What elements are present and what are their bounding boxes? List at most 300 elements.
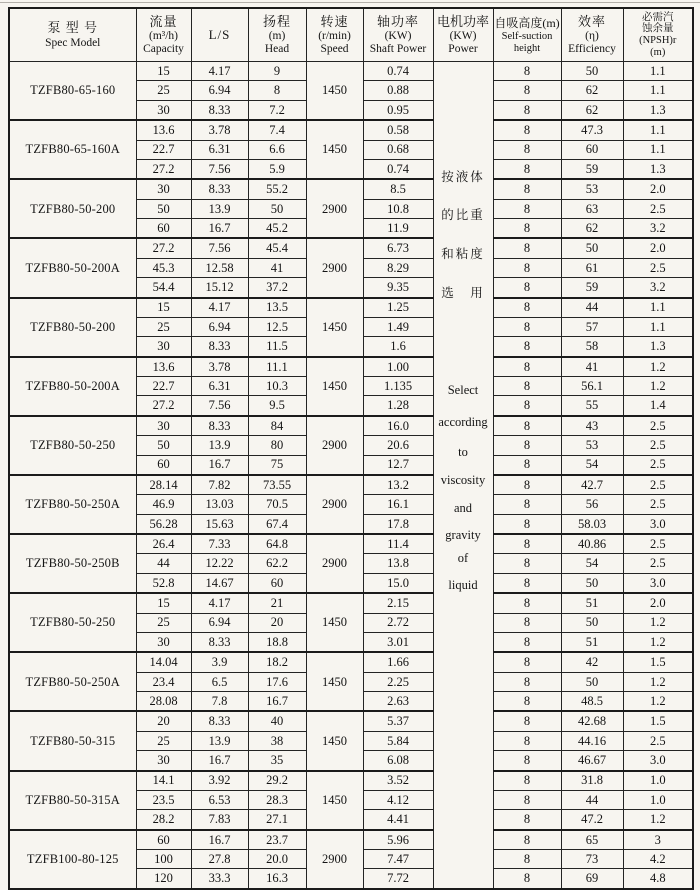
cell-head: 80 (248, 436, 306, 455)
cell-head: 7.2 (248, 100, 306, 120)
cell-head: 64.8 (248, 534, 306, 554)
cell-speed: 1450 (306, 298, 363, 357)
cell-npsh: 1.5 (623, 652, 693, 672)
power-selection-note-line: gravity (445, 528, 481, 542)
cell-efficiency: 61 (561, 258, 623, 277)
cell-ls: 13.03 (191, 495, 248, 514)
cell-ls: 6.94 (191, 317, 248, 336)
cell-shaft-power: 5.96 (363, 830, 433, 850)
cell-ls: 12.58 (191, 258, 248, 277)
cell-head: 37.2 (248, 278, 306, 298)
cell-ls: 13.9 (191, 436, 248, 455)
cell-shaft-power: 4.12 (363, 790, 433, 809)
cell-speed: 2900 (306, 238, 363, 297)
cell-head: 40 (248, 711, 306, 731)
header-suction-en1: Self-suction (501, 30, 553, 42)
cell-speed: 1450 (306, 771, 363, 830)
cell-shaft-power: 1.66 (363, 652, 433, 672)
cell-efficiency: 54 (561, 455, 623, 475)
cell-npsh: 2.0 (623, 593, 693, 613)
cell-efficiency: 69 (561, 869, 623, 889)
cell-ls: 7.56 (191, 238, 248, 258)
cell-efficiency: 56 (561, 495, 623, 514)
cell-shaft-power: 0.95 (363, 100, 433, 120)
cell-suction-height: 8 (493, 751, 561, 771)
header-eff-unit: (η) (585, 29, 599, 42)
table-row (9, 179, 693, 199)
cell-ls: 7.83 (191, 810, 248, 830)
cell-model: TZFB80-50-250 (9, 416, 136, 475)
col-header-speed (306, 8, 363, 62)
cell-npsh: 2.5 (623, 416, 693, 436)
cell-suction-height: 8 (493, 692, 561, 712)
col-header-ls (191, 8, 248, 62)
cell-suction-height: 8 (493, 238, 561, 258)
cell-shaft-power: 1.00 (363, 357, 433, 377)
cell-head: 38 (248, 731, 306, 750)
cell-model: TZFB100-80-125 (9, 830, 136, 889)
cell-shaft-power: 12.7 (363, 455, 433, 475)
cell-ls: 8.33 (191, 179, 248, 199)
cell-shaft-power: 5.84 (363, 731, 433, 750)
cell-efficiency: 58.03 (561, 514, 623, 534)
cell-shaft-power: 16.0 (363, 416, 433, 436)
cell-model: TZFB80-65-160 (9, 62, 136, 121)
cell-suction-height: 8 (493, 534, 561, 554)
cell-head: 6.6 (248, 140, 306, 159)
cell-speed: 1450 (306, 357, 363, 416)
cell-efficiency: 47.2 (561, 810, 623, 830)
cell-ls: 4.17 (191, 298, 248, 318)
cell-npsh: 1.2 (623, 377, 693, 396)
cell-head: 16.7 (248, 692, 306, 712)
cell-suction-height: 8 (493, 278, 561, 298)
cell-ls: 16.7 (191, 455, 248, 475)
cell-ls: 15.12 (191, 278, 248, 298)
cell-capacity: 13.6 (136, 120, 191, 140)
cell-npsh: 1.0 (623, 771, 693, 791)
cell-shaft-power: 3.01 (363, 632, 433, 652)
cell-efficiency: 44 (561, 298, 623, 318)
cell-suction-height: 8 (493, 632, 561, 652)
cell-ls: 8.33 (191, 100, 248, 120)
cell-ls: 12.22 (191, 554, 248, 573)
cell-suction-height: 8 (493, 179, 561, 199)
cell-npsh: 1.3 (623, 337, 693, 357)
cell-shaft-power: 8.5 (363, 179, 433, 199)
cell-npsh: 2.5 (623, 554, 693, 573)
cell-head: 20 (248, 613, 306, 632)
col-header-model (9, 8, 136, 62)
cell-head: 75 (248, 455, 306, 475)
cell-efficiency: 50 (561, 62, 623, 81)
cell-model: TZFB80-50-250A (9, 652, 136, 711)
cell-efficiency: 65 (561, 830, 623, 850)
cell-efficiency: 56.1 (561, 377, 623, 396)
cell-head: 55.2 (248, 179, 306, 199)
cell-speed: 2900 (306, 830, 363, 889)
cell-head: 18.8 (248, 632, 306, 652)
cell-suction-height: 8 (493, 573, 561, 593)
cell-ls: 6.94 (191, 613, 248, 632)
cell-ls: 8.33 (191, 711, 248, 731)
power-selection-note-line: 选 用 (441, 286, 485, 300)
cell-shaft-power: 10.8 (363, 199, 433, 218)
cell-capacity: 23.5 (136, 790, 191, 809)
cell-efficiency: 63 (561, 199, 623, 218)
cell-speed: 2900 (306, 416, 363, 475)
cell-shaft-power: 0.74 (363, 159, 433, 179)
power-selection-note-line: 的比重 (441, 208, 485, 222)
cell-capacity: 15 (136, 593, 191, 613)
col-header-suction (493, 8, 561, 62)
cell-suction-height: 8 (493, 771, 561, 791)
cell-ls: 3.92 (191, 771, 248, 791)
cell-suction-height: 8 (493, 830, 561, 850)
header-shaft-zh: 轴功率 (376, 13, 419, 29)
cell-ls: 6.5 (191, 672, 248, 691)
cell-efficiency: 50 (561, 672, 623, 691)
cell-efficiency: 43 (561, 416, 623, 436)
cell-capacity: 28.08 (136, 692, 191, 712)
cell-npsh: 1.2 (623, 357, 693, 377)
cell-efficiency: 51 (561, 593, 623, 613)
cell-ls: 6.31 (191, 377, 248, 396)
table-row (9, 238, 693, 258)
cell-capacity: 54.4 (136, 278, 191, 298)
cell-suction-height: 8 (493, 672, 561, 691)
cell-efficiency: 50 (561, 573, 623, 593)
cell-shaft-power: 13.8 (363, 554, 433, 573)
cell-head: 84 (248, 416, 306, 436)
cell-npsh: 2.5 (623, 258, 693, 277)
power-selection-note-line: of (457, 551, 469, 565)
cell-ls: 13.9 (191, 199, 248, 218)
power-selection-note-line: Select (447, 383, 479, 397)
cell-speed: 2900 (306, 534, 363, 593)
cell-capacity: 22.7 (136, 140, 191, 159)
cell-npsh: 1.2 (623, 613, 693, 632)
cell-suction-height: 8 (493, 554, 561, 573)
cell-efficiency: 40.86 (561, 534, 623, 554)
col-header-npsh (623, 8, 693, 62)
cell-head: 27.1 (248, 810, 306, 830)
cell-ls: 3.78 (191, 357, 248, 377)
cell-efficiency: 42.7 (561, 475, 623, 495)
cell-suction-height: 8 (493, 337, 561, 357)
cell-capacity: 50 (136, 199, 191, 218)
cell-model: TZFB80-50-315A (9, 771, 136, 830)
cell-suction-height: 8 (493, 396, 561, 416)
cell-shaft-power: 7.47 (363, 850, 433, 869)
cell-shaft-power: 2.72 (363, 613, 433, 632)
cell-efficiency: 44 (561, 790, 623, 809)
cell-head: 9 (248, 62, 306, 81)
header-speed-unit: (r/min) (318, 29, 351, 42)
cell-head: 28.3 (248, 790, 306, 809)
table-row (9, 120, 693, 140)
cell-suction-height: 8 (493, 593, 561, 613)
table-row (9, 652, 693, 672)
cell-efficiency: 59 (561, 278, 623, 298)
header-npsh-en: (NPSH)r (639, 35, 677, 46)
cell-npsh: 2.5 (623, 455, 693, 475)
cell-suction-height: 8 (493, 219, 561, 239)
power-selection-note-line: liquid (448, 578, 478, 592)
cell-capacity: 15 (136, 62, 191, 81)
cell-capacity: 28.2 (136, 810, 191, 830)
cell-shaft-power: 5.37 (363, 711, 433, 731)
col-header-shaft-power (363, 8, 433, 62)
cell-npsh: 3.0 (623, 751, 693, 771)
cell-suction-height: 8 (493, 120, 561, 140)
cell-head: 23.7 (248, 830, 306, 850)
cell-npsh: 2.5 (623, 731, 693, 750)
cell-capacity: 14.04 (136, 652, 191, 672)
cell-capacity: 14.1 (136, 771, 191, 791)
cell-shaft-power: 13.2 (363, 475, 433, 495)
cell-npsh: 3 (623, 830, 693, 850)
table-header (9, 8, 693, 62)
cell-head: 29.2 (248, 771, 306, 791)
cell-shaft-power: 1.25 (363, 298, 433, 318)
cell-head: 35 (248, 751, 306, 771)
cell-npsh: 1.0 (623, 790, 693, 809)
header-npsh-zh2: 蚀余量 (642, 23, 674, 35)
header-capacity-en: Capacity (143, 43, 184, 56)
cell-npsh: 1.1 (623, 120, 693, 140)
cell-capacity: 44 (136, 554, 191, 573)
cell-npsh: 2.5 (623, 199, 693, 218)
cell-efficiency: 50 (561, 238, 623, 258)
cell-shaft-power: 16.1 (363, 495, 433, 514)
header-row (9, 8, 693, 62)
cell-shaft-power: 17.8 (363, 514, 433, 534)
cell-efficiency: 62 (561, 81, 623, 100)
cell-efficiency: 31.8 (561, 771, 623, 791)
table-row (9, 62, 693, 81)
cell-ls: 8.33 (191, 416, 248, 436)
cell-suction-height: 8 (493, 455, 561, 475)
cell-head: 11.1 (248, 357, 306, 377)
cell-efficiency: 42 (561, 652, 623, 672)
power-selection-note-line: according (438, 415, 488, 429)
cell-suction-height: 8 (493, 613, 561, 632)
cell-capacity: 26.4 (136, 534, 191, 554)
cell-shaft-power: 1.28 (363, 396, 433, 416)
cell-npsh: 1.4 (623, 396, 693, 416)
cell-npsh: 1.3 (623, 159, 693, 179)
cell-suction-height: 8 (493, 357, 561, 377)
cell-ls: 6.53 (191, 790, 248, 809)
cell-suction-height: 8 (493, 495, 561, 514)
cell-ls: 7.82 (191, 475, 248, 495)
power-selection-note-line: 和粘度 (441, 247, 485, 261)
cell-npsh: 4.2 (623, 850, 693, 869)
cell-head: 17.6 (248, 672, 306, 691)
cell-shaft-power: 2.25 (363, 672, 433, 691)
cell-capacity: 27.2 (136, 396, 191, 416)
cell-shaft-power: 6.08 (363, 751, 433, 771)
cell-head: 50 (248, 199, 306, 218)
cell-speed: 2900 (306, 475, 363, 534)
cell-motor-power-note (433, 62, 493, 889)
cell-npsh: 1.1 (623, 62, 693, 81)
cell-head: 21 (248, 593, 306, 613)
cell-capacity: 22.7 (136, 377, 191, 396)
cell-capacity: 25 (136, 81, 191, 100)
cell-ls: 16.7 (191, 219, 248, 239)
cell-suction-height: 8 (493, 416, 561, 436)
cell-suction-height: 8 (493, 298, 561, 318)
cell-suction-height: 8 (493, 62, 561, 81)
cell-capacity: 60 (136, 455, 191, 475)
cell-capacity: 52.8 (136, 573, 191, 593)
col-header-motor-power (433, 8, 493, 62)
cell-suction-height: 8 (493, 731, 561, 750)
cell-capacity: 23.4 (136, 672, 191, 691)
header-power-en: Power (448, 43, 478, 56)
table-row (9, 593, 693, 613)
cell-ls: 14.67 (191, 573, 248, 593)
table-row (9, 298, 693, 318)
cell-efficiency: 73 (561, 850, 623, 869)
cell-npsh: 3.2 (623, 278, 693, 298)
header-model-zh: 泵 型 号 (47, 20, 98, 36)
cell-efficiency: 62 (561, 219, 623, 239)
cell-model: TZFB80-50-315 (9, 711, 136, 770)
cell-ls: 6.94 (191, 81, 248, 100)
cell-npsh: 2.5 (623, 475, 693, 495)
cell-npsh: 1.2 (623, 692, 693, 712)
cell-npsh: 2.0 (623, 238, 693, 258)
table-row (9, 416, 693, 436)
cell-efficiency: 50 (561, 613, 623, 632)
cell-head: 12.5 (248, 317, 306, 336)
table-row (9, 534, 693, 554)
cell-npsh: 3.2 (623, 219, 693, 239)
cell-suction-height: 8 (493, 159, 561, 179)
cell-suction-height: 8 (493, 377, 561, 396)
col-header-capacity (136, 8, 191, 62)
cell-shaft-power: 0.58 (363, 120, 433, 140)
cell-npsh: 1.1 (623, 140, 693, 159)
cell-ls: 27.8 (191, 850, 248, 869)
cell-shaft-power: 9.35 (363, 278, 433, 298)
cell-head: 45.4 (248, 238, 306, 258)
cell-efficiency: 57 (561, 317, 623, 336)
cell-model: TZFB80-50-200 (9, 179, 136, 238)
cell-npsh: 1.1 (623, 317, 693, 336)
header-eff-en: Efficiency (568, 43, 616, 56)
cell-efficiency: 62 (561, 100, 623, 120)
cell-capacity: 27.2 (136, 159, 191, 179)
cell-head: 62.2 (248, 554, 306, 573)
cell-shaft-power: 15.0 (363, 573, 433, 593)
cell-shaft-power: 1.6 (363, 337, 433, 357)
cell-head: 45.2 (248, 219, 306, 239)
cell-capacity: 30 (136, 179, 191, 199)
cell-capacity: 15 (136, 298, 191, 318)
cell-ls: 7.8 (191, 692, 248, 712)
cell-capacity: 28.14 (136, 475, 191, 495)
cell-model: TZFB80-65-160A (9, 120, 136, 179)
cell-head: 70.5 (248, 495, 306, 514)
cell-ls: 15.63 (191, 514, 248, 534)
cell-efficiency: 53 (561, 436, 623, 455)
cell-capacity: 30 (136, 416, 191, 436)
cell-shaft-power: 0.74 (363, 62, 433, 81)
cell-capacity: 30 (136, 337, 191, 357)
cell-capacity: 20 (136, 711, 191, 731)
cell-shaft-power: 0.68 (363, 140, 433, 159)
table-body (9, 62, 693, 889)
cell-npsh: 3.0 (623, 573, 693, 593)
cell-speed: 1450 (306, 120, 363, 179)
cell-shaft-power: 4.41 (363, 810, 433, 830)
header-head-unit: (m) (268, 29, 286, 42)
header-eff-zh: 效率 (577, 13, 606, 29)
cell-shaft-power: 20.6 (363, 436, 433, 455)
cell-head: 60 (248, 573, 306, 593)
header-suction-en2: height (513, 42, 541, 54)
header-model-en: Spec Model (45, 36, 101, 49)
cell-head: 10.3 (248, 377, 306, 396)
cell-capacity: 30 (136, 751, 191, 771)
cell-suction-height: 8 (493, 475, 561, 495)
cell-speed: 1450 (306, 62, 363, 121)
cell-ls: 7.56 (191, 396, 248, 416)
cell-capacity: 27.2 (136, 238, 191, 258)
col-header-efficiency (561, 8, 623, 62)
cell-capacity: 25 (136, 613, 191, 632)
cell-efficiency: 48.5 (561, 692, 623, 712)
header-capacity-zh: 流量 (149, 13, 178, 29)
cell-model: TZFB80-50-200 (9, 298, 136, 357)
cell-ls: 4.17 (191, 62, 248, 81)
cell-head: 20.0 (248, 850, 306, 869)
cell-capacity: 60 (136, 830, 191, 850)
cell-shaft-power: 0.88 (363, 81, 433, 100)
header-capacity-unit: (m³/h) (149, 29, 178, 42)
header-head-zh: 扬程 (262, 13, 291, 29)
cell-speed: 1450 (306, 593, 363, 652)
cell-suction-height: 8 (493, 711, 561, 731)
cell-head: 13.5 (248, 298, 306, 318)
table-row (9, 357, 693, 377)
table-row (9, 771, 693, 791)
cell-shaft-power: 11.4 (363, 534, 433, 554)
cell-shaft-power: 1.135 (363, 377, 433, 396)
cell-suction-height: 8 (493, 436, 561, 455)
cell-ls: 16.7 (191, 751, 248, 771)
cell-head: 11.5 (248, 337, 306, 357)
cell-head: 73.55 (248, 475, 306, 495)
cell-efficiency: 46.67 (561, 751, 623, 771)
cell-suction-height: 8 (493, 258, 561, 277)
cell-npsh: 2.5 (623, 534, 693, 554)
power-selection-note-line: and (453, 501, 473, 515)
header-ls-label: L/S (208, 26, 231, 42)
header-npsh-zh1: 必需汽 (642, 11, 674, 23)
cell-suction-height: 8 (493, 514, 561, 534)
cell-head: 9.5 (248, 396, 306, 416)
cell-speed: 1450 (306, 711, 363, 770)
cell-speed: 2900 (306, 179, 363, 238)
table-row (9, 711, 693, 731)
cell-suction-height: 8 (493, 850, 561, 869)
cell-head: 67.4 (248, 514, 306, 534)
